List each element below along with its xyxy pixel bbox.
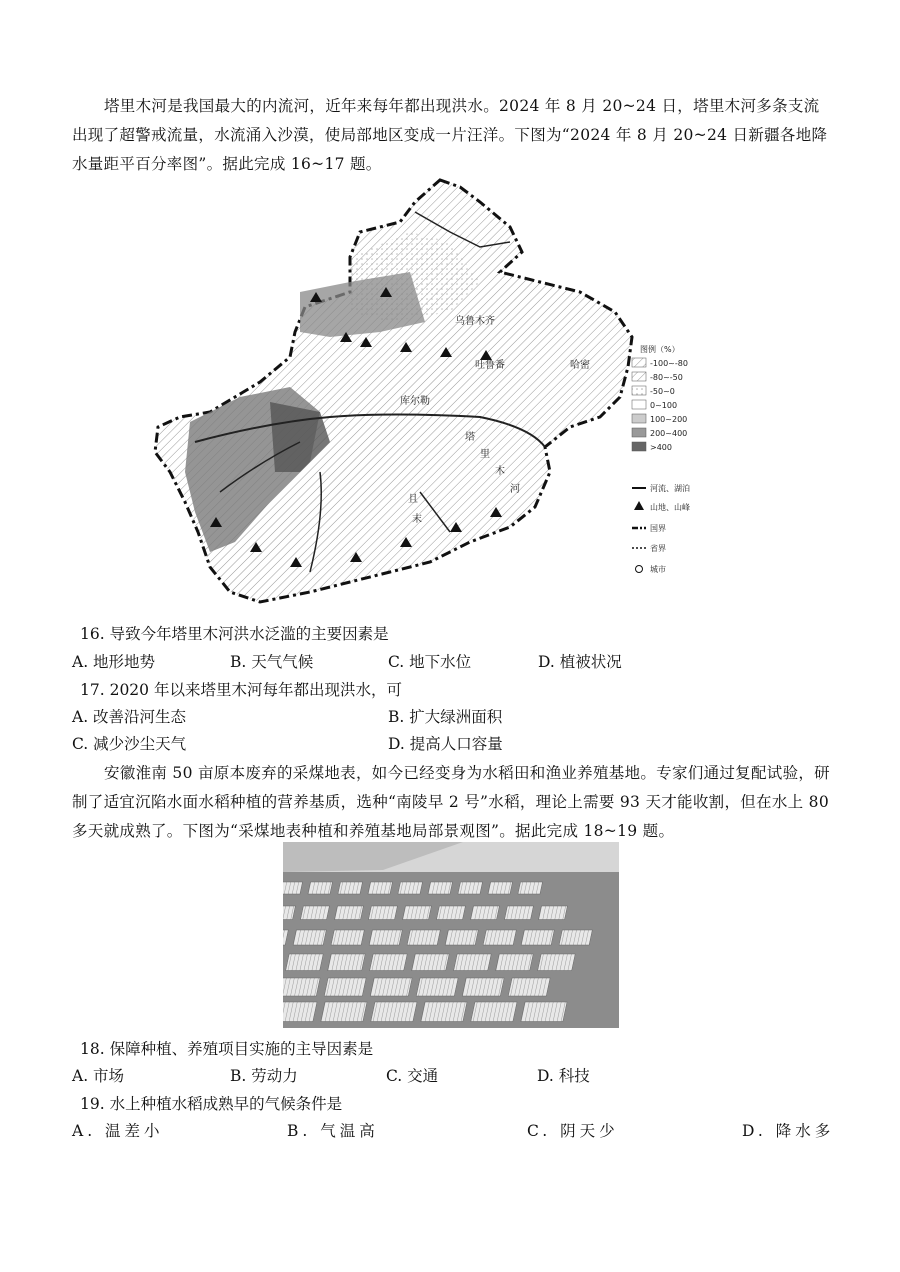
floating-plot	[471, 906, 500, 920]
q18-option-b[interactable]: B. 劳动力	[230, 1067, 298, 1085]
floating-plot	[421, 1002, 467, 1022]
floating-plot	[368, 882, 393, 894]
legend-range-7: >400	[650, 443, 672, 452]
q17-option-b[interactable]: B. 扩大绿洲面积	[388, 708, 503, 726]
passage-huainan-coal: 安徽淮南 50 亩原本废弃的采煤地表，如今已经变身为水稻田和渔业养殖基地。专家们通过复配试验，研制了适宜沉陷水面水稻种植的营养基质，选种“南陵早 2 号”水稻，理论上需要 93 天才能收割，但在水上 80 多天就成熟了。下图为“采煤地表种植和养殖基地局部景观图”。据此完成 18~19 题。	[72, 764, 830, 840]
q16-option-a[interactable]: A. 地形地势	[72, 653, 156, 671]
floating-plot	[488, 882, 513, 894]
question-19-stem: 19. 水上种植水稻成熟早的气候条件是	[80, 1095, 343, 1113]
floating-plot	[335, 906, 364, 920]
floating-plot	[328, 954, 366, 971]
legend-range-5: 100~200	[650, 415, 688, 424]
floating-plot	[521, 930, 554, 945]
q19-option-c[interactable]: C. 阴天少	[527, 1122, 619, 1140]
floating-plot	[301, 906, 330, 920]
xinjiang-precipitation-map	[150, 172, 710, 612]
legend-border: 国界	[650, 524, 666, 533]
legend-province: 省界	[650, 544, 666, 553]
floating-plot	[283, 978, 320, 996]
q19-option-a[interactable]: A. 温差小	[72, 1122, 164, 1140]
floating-plot	[521, 1002, 567, 1022]
floating-farm-photo	[283, 842, 619, 1028]
map-label-hami: 哈密	[570, 360, 590, 371]
legend-range-6: 200~400	[650, 429, 688, 438]
legend-range-1: -100~-80	[650, 359, 688, 368]
q17-option-c[interactable]: C. 减少沙尘天气	[72, 735, 187, 753]
floating-plot	[505, 906, 534, 920]
map-label-ta: 塔	[465, 432, 475, 443]
floating-plot	[293, 930, 326, 945]
q17-option-a[interactable]: A. 改善沿河生态	[72, 708, 187, 726]
floating-plot	[458, 882, 483, 894]
legend-range-4: 0~100	[650, 401, 678, 410]
q16-option-c[interactable]: C. 地下水位	[388, 653, 472, 671]
floating-plot	[283, 1002, 317, 1022]
q18-option-a[interactable]: A. 市场	[72, 1067, 125, 1085]
floating-plot	[518, 882, 543, 894]
map-label-mu: 木	[495, 466, 505, 477]
floating-plot	[369, 906, 398, 920]
floating-plot	[308, 882, 333, 894]
floating-plot	[412, 954, 450, 971]
floating-plot	[324, 978, 366, 996]
floating-plot	[371, 1002, 417, 1022]
legend-mountain: 山地、山峰	[650, 503, 690, 512]
floating-plot	[496, 954, 534, 971]
floating-plot	[559, 930, 592, 945]
legend-range-3: -50~0	[650, 387, 675, 396]
legend-range-2: -80~-50	[650, 373, 683, 382]
floating-plot	[283, 882, 302, 894]
floating-plot	[338, 882, 363, 894]
map-label-he: 河	[510, 484, 520, 495]
floating-plot	[331, 930, 364, 945]
q18-option-d[interactable]: D. 科技	[537, 1067, 590, 1085]
floating-plot	[370, 954, 408, 971]
floating-plot	[445, 930, 478, 945]
floating-plot	[454, 954, 492, 971]
floating-plot	[416, 978, 458, 996]
floating-plot	[483, 930, 516, 945]
passage-tarim-river: 塔里木河是我国最大的内流河，近年来每年都出现洪水。2024 年 8 月 20~24 日，塔里木河多条支流出现了超警戒流量，水流涌入沙漠，使局部地区变成一片汪洋。下图为“2024 年 8 月 20~24 日新疆各地降水量距平百分率图”。据此完成 16~17 题。	[72, 97, 828, 173]
floating-plot	[428, 882, 453, 894]
map-label-qie: 且	[408, 494, 418, 505]
floating-plot	[462, 978, 504, 996]
floating-plot	[471, 1002, 517, 1022]
floating-plot	[539, 906, 568, 920]
floating-plot	[403, 906, 432, 920]
q19-option-d[interactable]: D. 降水多	[742, 1122, 835, 1140]
floating-plot	[370, 978, 412, 996]
question-16-stem: 16. 导致今年塔里木河洪水泛滥的主要因素是	[80, 625, 389, 643]
floating-plot	[538, 954, 576, 971]
floating-plot	[508, 978, 550, 996]
legend-title: 图例（%）	[640, 345, 680, 354]
q19-option-b[interactable]: B. 气温高	[287, 1122, 379, 1140]
map-label-li: 里	[480, 449, 490, 460]
map-label-mo: 末	[412, 514, 422, 525]
legend-city: 城市	[650, 565, 666, 574]
map-label-korla: 库尔勒	[400, 396, 430, 407]
floating-plot	[437, 906, 466, 920]
q18-option-c[interactable]: C. 交通	[386, 1067, 439, 1085]
map-label-turpan: 吐鲁番	[475, 360, 505, 371]
q16-option-b[interactable]: B. 天气气候	[230, 653, 314, 671]
question-17-stem: 17. 2020 年以来塔里木河每年都出现洪水，可	[80, 681, 402, 699]
question-18-stem: 18. 保障种植、养殖项目实施的主导因素是	[80, 1040, 374, 1058]
q16-option-d[interactable]: D. 植被状况	[538, 653, 622, 671]
floating-plot	[286, 954, 324, 971]
legend-river: 河流、湖泊	[650, 484, 690, 493]
floating-plot	[369, 930, 402, 945]
floating-plot	[407, 930, 440, 945]
floating-plot	[398, 882, 423, 894]
q17-option-d[interactable]: D. 提高人口容量	[388, 735, 503, 753]
floating-plot	[321, 1002, 367, 1022]
map-label-urumqi: 乌鲁木齐	[455, 316, 495, 327]
